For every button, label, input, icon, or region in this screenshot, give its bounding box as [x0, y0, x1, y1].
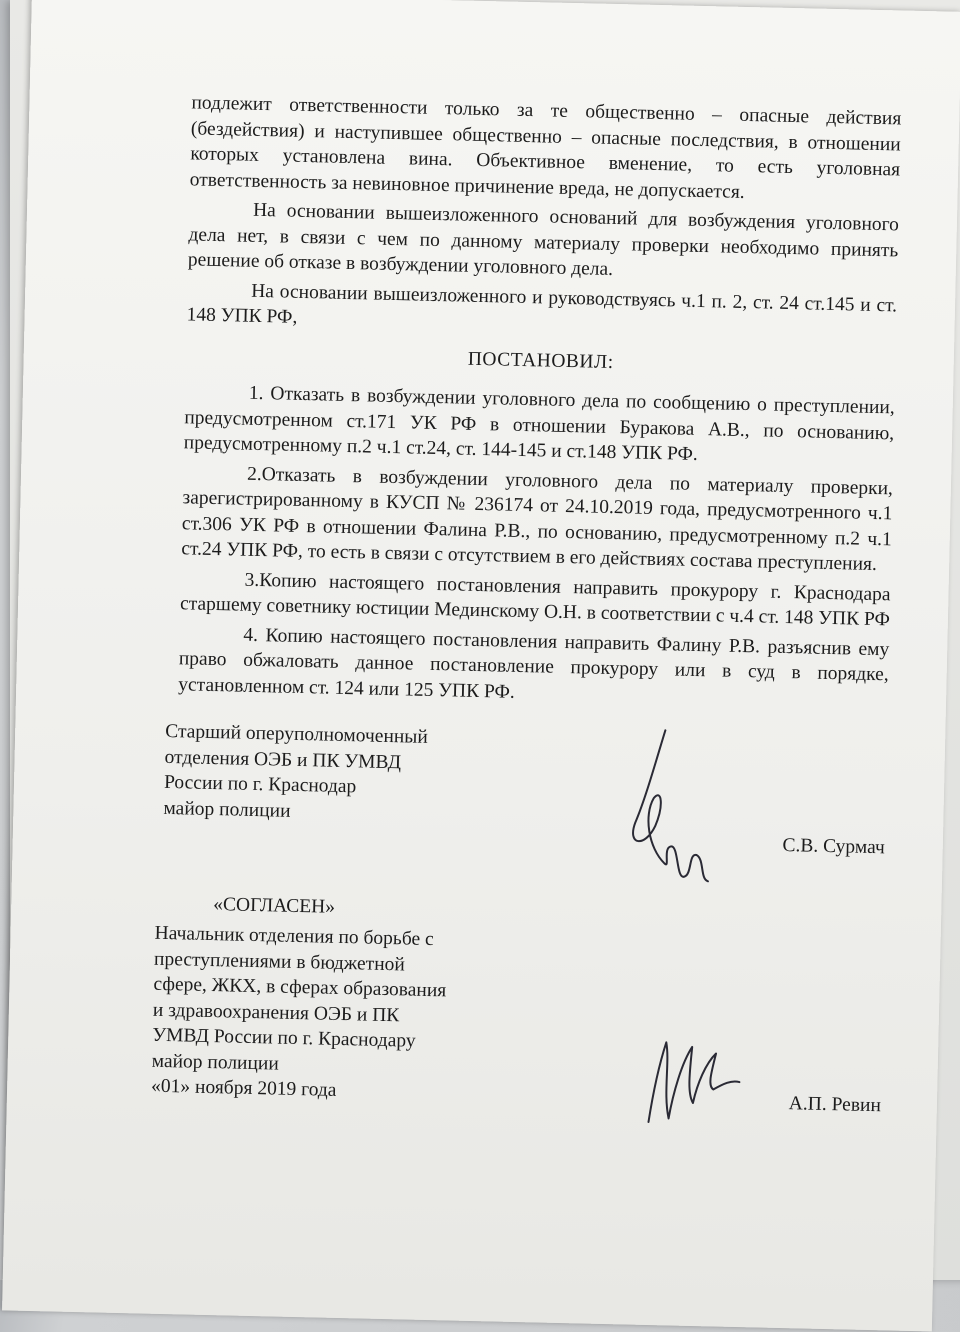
- paragraph-1: подлежит ответственности только за те общественно – опасные действия (бездействия) и наступившее общественно – опасные последствия, в отношении которых установлена вина. Объективное вменение, то есть уголовная ответственность за невиновное причинение вреда, не допускается.: [189, 92, 902, 203]
- approval-line: УМВД России по г. Краснодару: [152, 1024, 416, 1052]
- resolution-item-4: 4. Копию настоящего постановления направить Фалину Р.В. разъяснив ему право обжаловать данное постановление прокурору или в суд в порядке, установленном ст. 124 или 125 УПК РФ.: [178, 624, 890, 703]
- document-body: [150, 90, 902, 1117]
- signatory-position: [163, 719, 585, 831]
- paragraph-3: На основании вышеизложенного и руководствуясь ч.1 п. 2, ст. 24 ст.145 и ст. 148 УПК РФ,: [186, 280, 898, 328]
- approval-block: [150, 891, 884, 1117]
- approval-line: и здравоохранения ОЭБ и ПК: [152, 999, 400, 1026]
- signatory-block: [163, 719, 888, 865]
- signatory-line: майор полиции: [163, 797, 291, 822]
- approval-signature-image: [638, 1022, 750, 1134]
- approval-name: А.П. Ревин: [788, 1093, 882, 1117]
- resolution-item-3: 3.Копию настоящего постановления направить прокурору г. Краснодара старшему советнику юстиции Мединскому О.Н. в соответствии с ч.4 ст. 148 УПК РФ: [179, 569, 891, 631]
- approval-line: майор полиции: [151, 1050, 280, 1075]
- signatory-line: отделения ОЭБ и ПК УМВД: [164, 746, 402, 773]
- signature-image: [603, 727, 737, 905]
- paragraph-2: На основании вышеизложенного оснований для возбуждения уголовного дела нет, в связи с чем по данному материалу проверки необходимо принять решение об отказе в возбуждении уголовного дела.: [187, 199, 900, 280]
- approval-position: [151, 921, 585, 1109]
- signatory-line: России по г. Краснодар: [163, 771, 357, 798]
- signatory-line: Старший оперуполномоченный: [164, 720, 429, 748]
- resolution-heading: ПОСТАНОВИЛ:: [467, 348, 614, 373]
- approval-title: «СОГЛАСЕН»: [213, 894, 336, 918]
- approval-line: преступлениями в бюджетной: [153, 948, 406, 975]
- approval-line: Начальник отделения по борьбе с: [154, 922, 434, 951]
- resolution-item-1: 1. Отказать в возбуждении уголовного дела по сообщению о преступлении, предусмотренном ст.171 УК РФ в отношении Буракова А.В., по основанию, предусмотренному п.2 ч.1 ст.24, ст. 144-145 и ст.148 УПК РФ.: [183, 382, 895, 465]
- approval-line: сфере, ЖКХ, в сферах образования: [153, 973, 447, 1002]
- approval-date: «01» ноября 2019 года: [150, 1075, 337, 1101]
- signatory-name: С.В. Сурмач: [782, 834, 886, 859]
- resolution-item-2: 2.Отказать в возбуждении уголовного дела по материалу проверки, зарегистрированному в КУСП № 236174 от 24.10.2019 года, предусмотренного ч.1 ст.306 УК РФ в отношении Фалина Р.В., по основанию, предусмотренному п.2 ч.1 ст.24 УПК РФ, то есть в связи с отсутствием в его действиях состава преступления.: [181, 463, 894, 576]
